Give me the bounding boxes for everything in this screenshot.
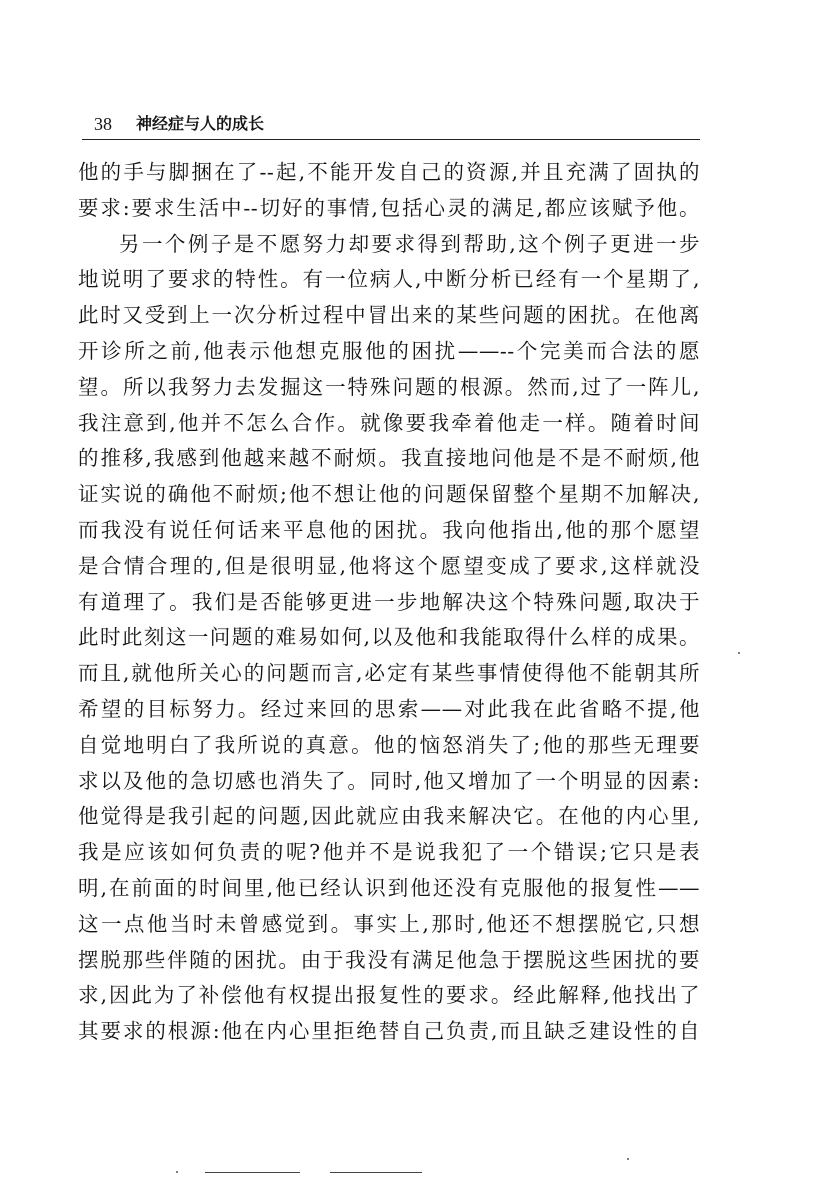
text-line: 自觉地明白了我所说的真意。他的恼怒消失了;他的那些无理要: [78, 732, 700, 757]
text-line: 他的手与脚捆在了--起,不能开发自己的资源,并且充满了固执的: [78, 160, 700, 184]
scan-speck: [627, 1158, 629, 1160]
text-line: 是合情合理的,但是很明显,他将这个愿望变成了要求,这样就没: [78, 553, 700, 578]
text-line: 求,因此为了补偿他有权提出报复性的要求。经此解释,他找出了: [78, 983, 700, 1008]
text-line: 我是应该如何负责的呢?他并不是说我犯了一个错误;它只是表: [78, 840, 700, 865]
text-line: 此时又受到上一次分析过程中冒出来的某些问题的困扰。在他离: [78, 303, 700, 328]
text-line: 而我没有说任何话来平息他的困扰。我向他指出,他的那个愿望: [78, 517, 700, 542]
text-line: 摆脱那些伴随的困扰。由于我没有满足他急于摆脱这些困扰的要: [78, 947, 700, 972]
running-header: [82, 112, 702, 138]
text-line: 这一点他当时未曾感觉到。事实上,那时,他还不想摆脱它,只想: [78, 911, 700, 936]
footer-rule-left: [205, 1172, 300, 1173]
text-line: 地说明了要求的特性。有一位病人,中断分析已经有一个星期了,: [78, 267, 700, 292]
text-line: 此时此刻这一问题的难易如何,以及他和我能取得什么样的成果。: [78, 625, 700, 650]
text-line: 我注意到,他并不怎么合作。就像要我牵着他走一样。随着时间: [78, 410, 700, 435]
text-line: 证实说的确他不耐烦;他不想让他的问题保留整个星期不加解决,: [78, 482, 700, 507]
body-text: [78, 155, 700, 1050]
scan-speck: [176, 1171, 178, 1173]
text-line: 其要求的根源:他在内心里拒绝替自己负责,而且缺乏建设性的自: [78, 1019, 700, 1044]
footer-rule-right: [330, 1172, 422, 1173]
text-line: 要求:要求生活中--切好的事情,包括心灵的满足,都应该赋予他。: [78, 195, 700, 220]
page-number: 38: [94, 114, 112, 134]
text-line: 他觉得是我引起的问题,因此就应由我来解决它。在他的内心里,: [78, 804, 700, 829]
running-title: 神经症与人的成长: [136, 114, 265, 133]
text-line: 望。所以我努力去发掘这一特殊问题的根源。然而,过了一阵儿,: [78, 374, 700, 399]
text-line: 明,在前面的时间里,他已经认识到他还没有克服他的报复性——: [78, 875, 700, 900]
text-line: 求以及他的急切感也消失了。同时,他又增加了一个明显的因素:: [78, 768, 700, 793]
text-line: 的推移,我感到他越来越不耐烦。我直接地问他是不是不耐烦,他: [78, 446, 700, 471]
text-line: 而且,就他所关心的问题而言,必定有某些事情使得他不能朝其所: [78, 661, 700, 686]
header-rule: [82, 139, 700, 140]
scan-speck: [738, 652, 740, 654]
text-line: 有道理了。我们是否能够更进一步地解决这个特殊问题,取决于: [78, 589, 700, 614]
text-line: 希望的目标努力。经过来回的思索——对此我在此省略不提,他: [78, 696, 700, 721]
text-line: 另一个例子是不愿努力却要求得到帮助,这个例子更进一步: [119, 231, 700, 256]
text-line: 开诊所之前,他表示他想克服他的困扰——--个完美而合法的愿: [78, 338, 700, 363]
